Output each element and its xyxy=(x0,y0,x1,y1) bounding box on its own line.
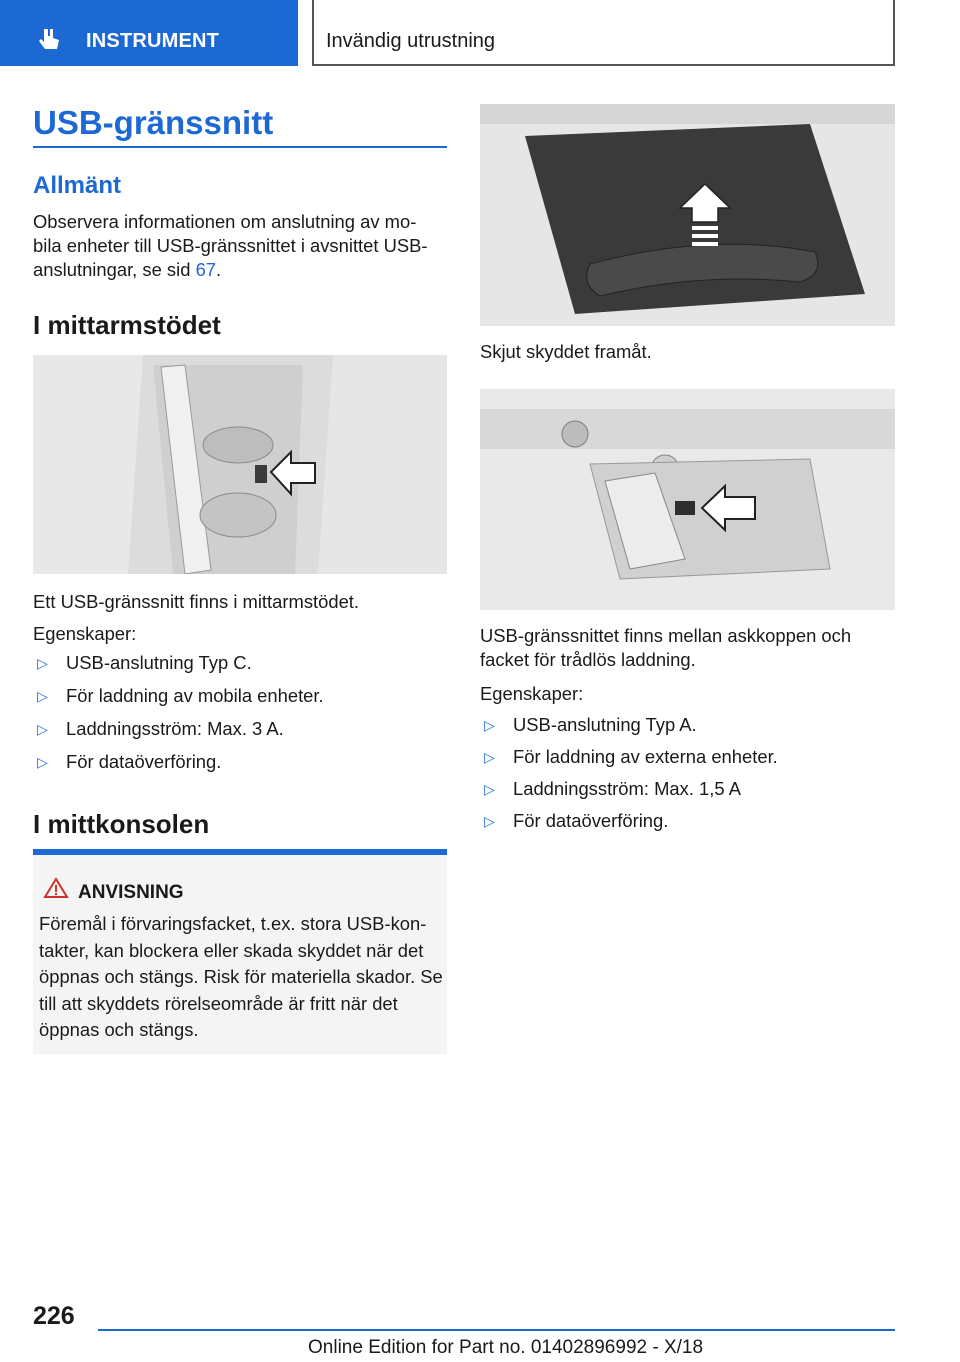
edition-text: Online Edition for Part no. 01402896992 - X/18 xyxy=(308,1337,704,1358)
chapter-label: INSTRUMENT xyxy=(86,30,220,52)
console-usb-illustration xyxy=(480,389,895,610)
cover-caption: Skjut skyddet framåt. xyxy=(480,341,652,362)
header-underline xyxy=(312,64,895,66)
sliding-cover-illustration xyxy=(480,104,895,326)
bullet-triangle-icon: ▷ xyxy=(37,655,48,671)
armrest-caption: Ett USB-gränssnitt finns i mittarmstödet. xyxy=(33,591,360,612)
heading-general: Allmänt xyxy=(33,172,122,199)
console-caption: USB-gränssnittet finns mellan askkoppen och facket för trådlös laddning. xyxy=(480,625,852,670)
armrest-usb-illustration xyxy=(33,355,447,574)
bullet-triangle-icon: ▷ xyxy=(37,721,48,737)
bullet-triangle-icon: ▷ xyxy=(37,688,48,704)
general-text: Observera informationen om anslutning av mo- bila enheter till USB-gränssnittet i avsnittet USB- anslutningar, se sid 67. xyxy=(33,211,428,280)
header-divider xyxy=(312,0,314,66)
bullet-triangle-icon: ▷ xyxy=(484,781,495,797)
section-label: Invändig utrustning xyxy=(326,30,496,52)
page-number: 226 xyxy=(33,1302,75,1330)
heading-armrest: I mittarmstödet xyxy=(33,310,221,340)
bullet-triangle-icon: ▷ xyxy=(484,749,495,765)
footer-rule xyxy=(98,1329,895,1331)
bullet-triangle-icon: ▷ xyxy=(484,717,495,733)
warning-text: Föremål i förvaringsfacket, t.ex. stora USB-kon-takter, kan blockera eller skada skyddet när det öppnas och stängs. Risk för materiella skador. Se till att skyddets rörelseområde är fritt när det öppnas och stängs. xyxy=(39,913,443,1040)
bullet-triangle-icon: ▷ xyxy=(37,754,48,770)
chapter-tab[interactable] xyxy=(0,0,298,66)
page-title: USB-gränssnitt xyxy=(33,104,274,141)
title-rule xyxy=(33,146,447,148)
console-props-label: Egenskaper: xyxy=(480,683,584,704)
header-divider xyxy=(893,0,895,66)
page-link[interactable]: 67 xyxy=(195,259,217,280)
warning-box xyxy=(33,849,447,1054)
warning-title: ANVISNING xyxy=(78,882,184,903)
bullet-triangle-icon: ▷ xyxy=(484,813,495,829)
warning-triangle-icon xyxy=(43,877,69,899)
heading-console: I mittkonsolen xyxy=(33,809,210,839)
armrest-props-label: Egenskaper: xyxy=(33,623,137,644)
hand-pointer-icon xyxy=(36,27,62,53)
